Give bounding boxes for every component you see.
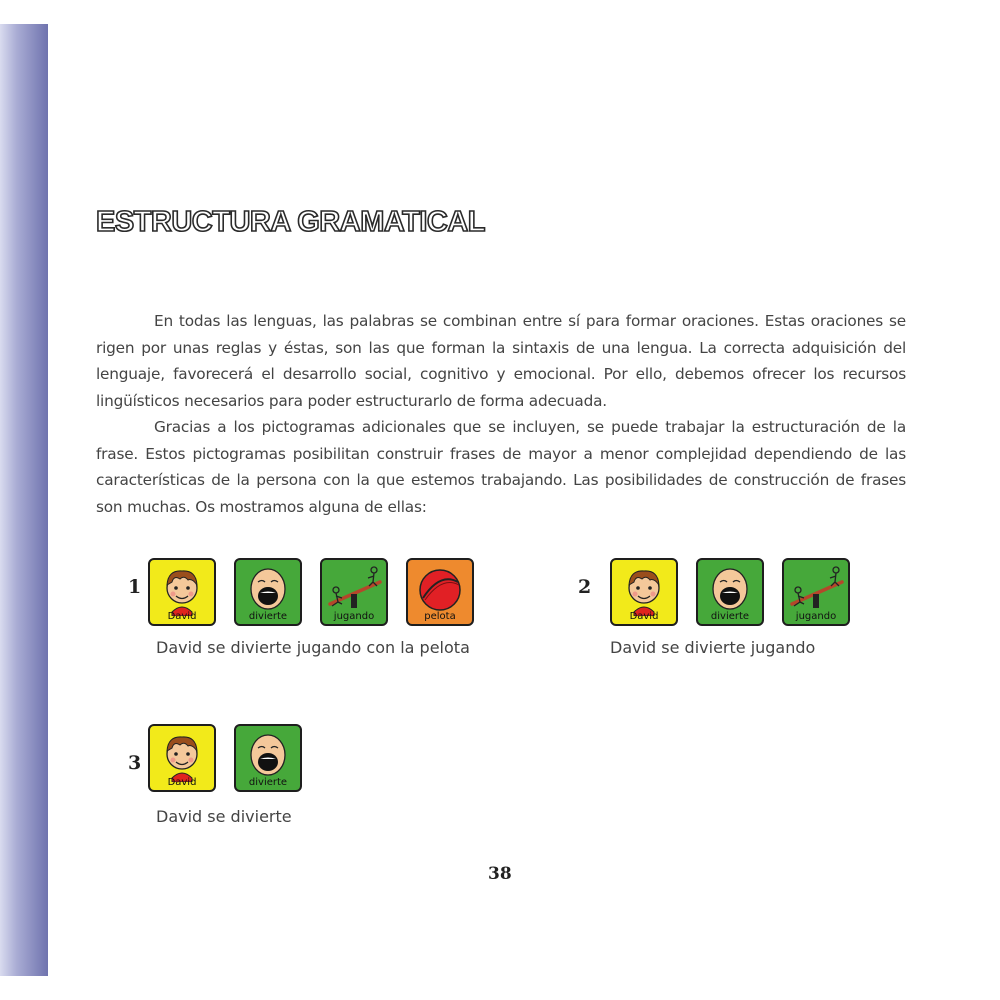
- pictogram-card-david: [148, 558, 216, 626]
- pictogram-label: pelota: [424, 611, 456, 622]
- pictogram-card-david: [610, 558, 678, 626]
- pictogram-card-jugando: [782, 558, 850, 626]
- pictogram-label: jugando: [333, 611, 375, 622]
- pictogram-card-jugando: [320, 558, 388, 626]
- pictogram-label: jugando: [795, 611, 837, 622]
- section-heading: ESTRUCTURA GRAMATICAL: [96, 206, 486, 238]
- paragraph: Gracias a los pictogramas adicionales que se incluyen, se puede trabajar la estructuración de la frase. Estos pictogramas posibilitan construir frases de mayor a menor complejidad dependiendo de las características de la persona con la que estemos trabajando. Las posibilidades de construcción de frases son muchas. Os mostramos alguna de ellas:: [96, 418, 906, 516]
- example-number: 3: [128, 752, 142, 774]
- pictogram-card-pelota: [406, 558, 474, 626]
- pictogram-label: David: [629, 611, 659, 622]
- example-caption: David se divierte jugando con la pelota: [156, 638, 470, 657]
- example-caption: David se divierte jugando: [610, 638, 816, 657]
- example-number: 1: [128, 576, 142, 598]
- pictogram-label: divierte: [248, 611, 288, 622]
- pictogram-card-divierte: [234, 724, 302, 792]
- pictogram-row: [610, 558, 850, 626]
- example-caption: David se divierte: [156, 807, 292, 826]
- pictogram-label: divierte: [248, 777, 288, 788]
- pictogram-card-david: [148, 724, 216, 792]
- pictogram-label: David: [167, 777, 197, 788]
- paragraph: En todas las lenguas, las palabras se combinan entre sí para formar oraciones. Estas oraciones se rigen por unas reglas y éstas, son las que forman la sintaxis de una lengua. La correcta adquisición del lenguaje, favorecerá el desarrollo social, cognitivo y emocional. Por ello, debemos ofrecer los recursos lingüísticos necesarios para poder estructurarlo de forma adecuada.: [96, 312, 906, 410]
- pictogram-card-divierte: [234, 558, 302, 626]
- body-text: [96, 308, 906, 520]
- pictogram-label: David: [167, 611, 197, 622]
- pictogram-card-divierte: [696, 558, 764, 626]
- pictogram-label: divierte: [710, 611, 750, 622]
- side-decorative-band: [0, 24, 48, 976]
- example-number: 2: [578, 576, 592, 598]
- page-number: 38: [488, 864, 512, 884]
- pictogram-row: [148, 724, 302, 792]
- pictogram-row: [148, 558, 474, 626]
